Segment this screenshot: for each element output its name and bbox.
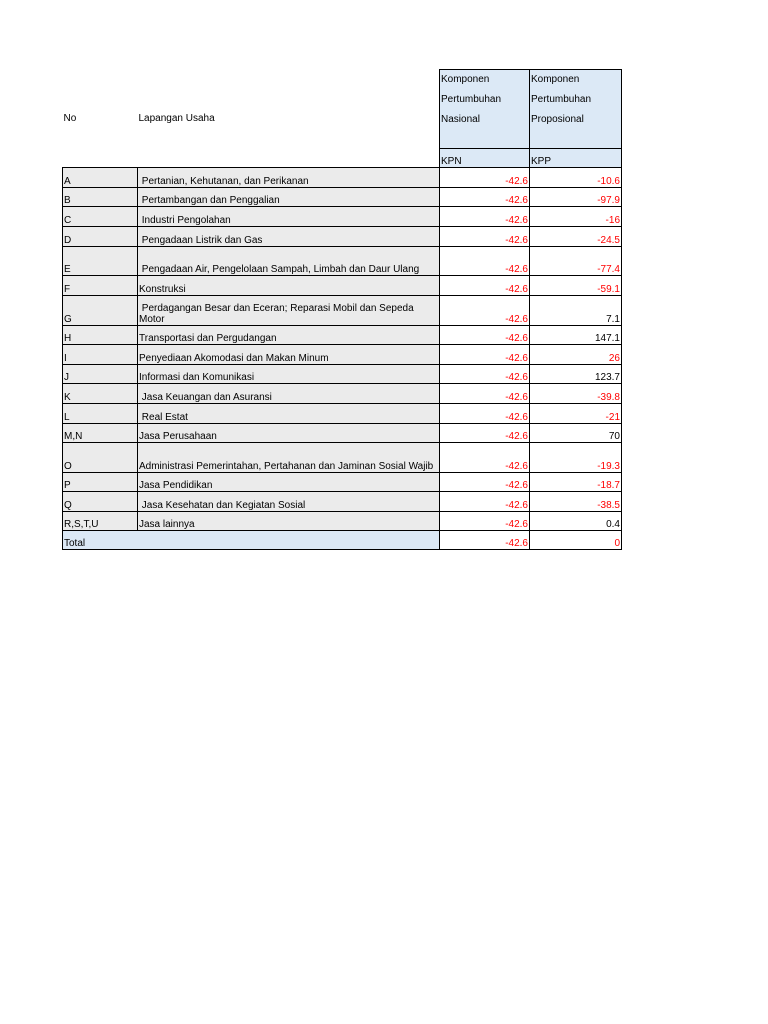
sector-name-text: Jasa Perusahaan xyxy=(139,431,217,442)
kpn-value: -42.6 xyxy=(440,384,530,404)
table-row xyxy=(63,247,622,276)
sector-name xyxy=(138,443,440,473)
sector-code: O xyxy=(63,443,138,473)
kpp-value: -10.6 xyxy=(530,168,622,188)
kpn-value: -42.6 xyxy=(440,365,530,384)
kpp-value: 0.4 xyxy=(530,512,622,531)
sector-code: G xyxy=(63,296,138,326)
kpp-value: -24.5 xyxy=(530,227,622,247)
kpp-value: -39.8 xyxy=(530,384,622,404)
kpn-value: -42.6 xyxy=(440,207,530,227)
sector-name xyxy=(138,512,440,531)
kpn-value: -42.6 xyxy=(440,473,530,492)
sector-name-text: Pengadaan Air, Pengelolaan Sampah, Limbah dan Daur Ulang xyxy=(139,264,420,275)
table-row xyxy=(63,168,622,188)
sector-code: I xyxy=(63,345,138,365)
sector-name xyxy=(138,247,440,276)
sector-name-text: Perdagangan Besar dan Eceran; Reparasi Mobil dan Sepeda Motor xyxy=(139,303,417,325)
table-row xyxy=(63,424,622,443)
kpn-value: -42.6 xyxy=(440,276,530,296)
sector-name-text: Jasa Keuangan dan Asuransi xyxy=(139,392,272,403)
kpn-value: -42.6 xyxy=(440,296,530,326)
kpp-value: -21 xyxy=(530,404,622,424)
kpn-value: -42.6 xyxy=(440,227,530,247)
sector-code: K xyxy=(63,384,138,404)
sector-name xyxy=(138,207,440,227)
shift-share-table xyxy=(62,69,622,550)
kpn-value: -42.6 xyxy=(440,345,530,365)
kpp-value: 147.1 xyxy=(530,326,622,345)
kpn-value: -42.6 xyxy=(440,168,530,188)
table-row xyxy=(63,296,622,326)
header-kpp-title xyxy=(530,70,622,149)
kpn-value: -42.6 xyxy=(440,188,530,207)
sector-name-text: Administrasi Pemerintahan, Pertahanan dan Jaminan Sosial Wajib xyxy=(139,461,434,472)
sector-name-text: Real Estat xyxy=(139,412,188,423)
table-row xyxy=(63,326,622,345)
kpp-value: 123.7 xyxy=(530,365,622,384)
sector-code: P xyxy=(63,473,138,492)
sector-code: M,N xyxy=(63,424,138,443)
sector-name xyxy=(138,473,440,492)
sector-name-text: Pertanian, Kehutanan, dan Perikanan xyxy=(139,176,309,187)
kpn-value: -42.6 xyxy=(440,326,530,345)
kpp-value: -59.1 xyxy=(530,276,622,296)
header-kpn-abbr: KPN xyxy=(440,149,530,168)
table-row xyxy=(63,276,622,296)
table-row xyxy=(63,188,622,207)
table-row xyxy=(63,227,622,247)
sector-name xyxy=(138,296,440,326)
table-row xyxy=(63,473,622,492)
table-row xyxy=(63,404,622,424)
sector-name-text: Penyediaan Akomodasi dan Makan Minum xyxy=(139,353,329,364)
kpp-value: 70 xyxy=(530,424,622,443)
sector-name-text: Jasa Kesehatan dan Kegiatan Sosial xyxy=(139,500,306,511)
table-row xyxy=(63,443,622,473)
kpn-value: -42.6 xyxy=(440,404,530,424)
sector-code: B xyxy=(63,188,138,207)
kpp-value: -77.4 xyxy=(530,247,622,276)
sector-name-text: Informasi dan Komunikasi xyxy=(139,372,255,383)
kpp-value: -18.7 xyxy=(530,473,622,492)
sector-name xyxy=(138,404,440,424)
sector-code: R,S,T,U xyxy=(63,512,138,531)
sector-name xyxy=(138,492,440,512)
sector-name xyxy=(138,326,440,345)
table-row xyxy=(63,492,622,512)
sector-code: D xyxy=(63,227,138,247)
sector-code: Q xyxy=(63,492,138,512)
total-kpn: -42.6 xyxy=(440,531,530,550)
header-no: No xyxy=(63,112,77,124)
kpn-value: -42.6 xyxy=(440,443,530,473)
sector-name xyxy=(138,345,440,365)
total-label: Total xyxy=(63,531,440,550)
table-row xyxy=(63,207,622,227)
header-sector: Lapangan Usaha xyxy=(138,112,215,124)
sector-name xyxy=(138,188,440,207)
sector-code: H xyxy=(63,326,138,345)
kpp-value: 26 xyxy=(530,345,622,365)
sector-code: L xyxy=(63,404,138,424)
table-row xyxy=(63,365,622,384)
table-body xyxy=(63,168,622,531)
kpp-value: 7.1 xyxy=(530,296,622,326)
sector-name-text: Konstruksi xyxy=(139,284,186,295)
header-kpp-abbr: KPP xyxy=(530,149,622,168)
kpn-value: -42.6 xyxy=(440,247,530,276)
spreadsheet-table-area xyxy=(62,69,621,550)
header-kpn-title xyxy=(440,70,530,149)
kpp-value: -38.5 xyxy=(530,492,622,512)
sector-code: E xyxy=(63,247,138,276)
sector-name-text: Jasa Pendidikan xyxy=(139,480,213,491)
sector-code: J xyxy=(63,365,138,384)
total-row xyxy=(63,531,622,550)
kpp-value: -19.3 xyxy=(530,443,622,473)
total-kpp: 0 xyxy=(530,531,622,550)
table-row xyxy=(63,345,622,365)
sector-code: F xyxy=(63,276,138,296)
kpn-value: -42.6 xyxy=(440,424,530,443)
sector-name-text: Jasa lainnya xyxy=(139,519,195,530)
sector-name xyxy=(138,365,440,384)
sector-name xyxy=(138,276,440,296)
sector-name-text: Pengadaan Listrik dan Gas xyxy=(139,235,263,246)
sector-name-text: Transportasi dan Pergudangan xyxy=(139,333,277,344)
sector-code: A xyxy=(63,168,138,188)
table-row xyxy=(63,512,622,531)
sector-code: C xyxy=(63,207,138,227)
sector-name-text: Industri Pengolahan xyxy=(139,215,231,226)
sector-name xyxy=(138,227,440,247)
kpn-value: -42.6 xyxy=(440,492,530,512)
kpn-value: -42.6 xyxy=(440,512,530,531)
sector-name xyxy=(138,168,440,188)
header-kpn-title-text: Komponen Pertumbuhan Nasional xyxy=(441,74,502,125)
sector-name xyxy=(138,424,440,443)
kpp-value: -97.9 xyxy=(530,188,622,207)
sector-name xyxy=(138,384,440,404)
table-row xyxy=(63,384,622,404)
sector-name-text: Pertambangan dan Penggalian xyxy=(139,195,280,206)
header-kpp-title-text: Komponen Pertumbuhan Proposional xyxy=(531,74,592,125)
kpp-value: -16 xyxy=(530,207,622,227)
